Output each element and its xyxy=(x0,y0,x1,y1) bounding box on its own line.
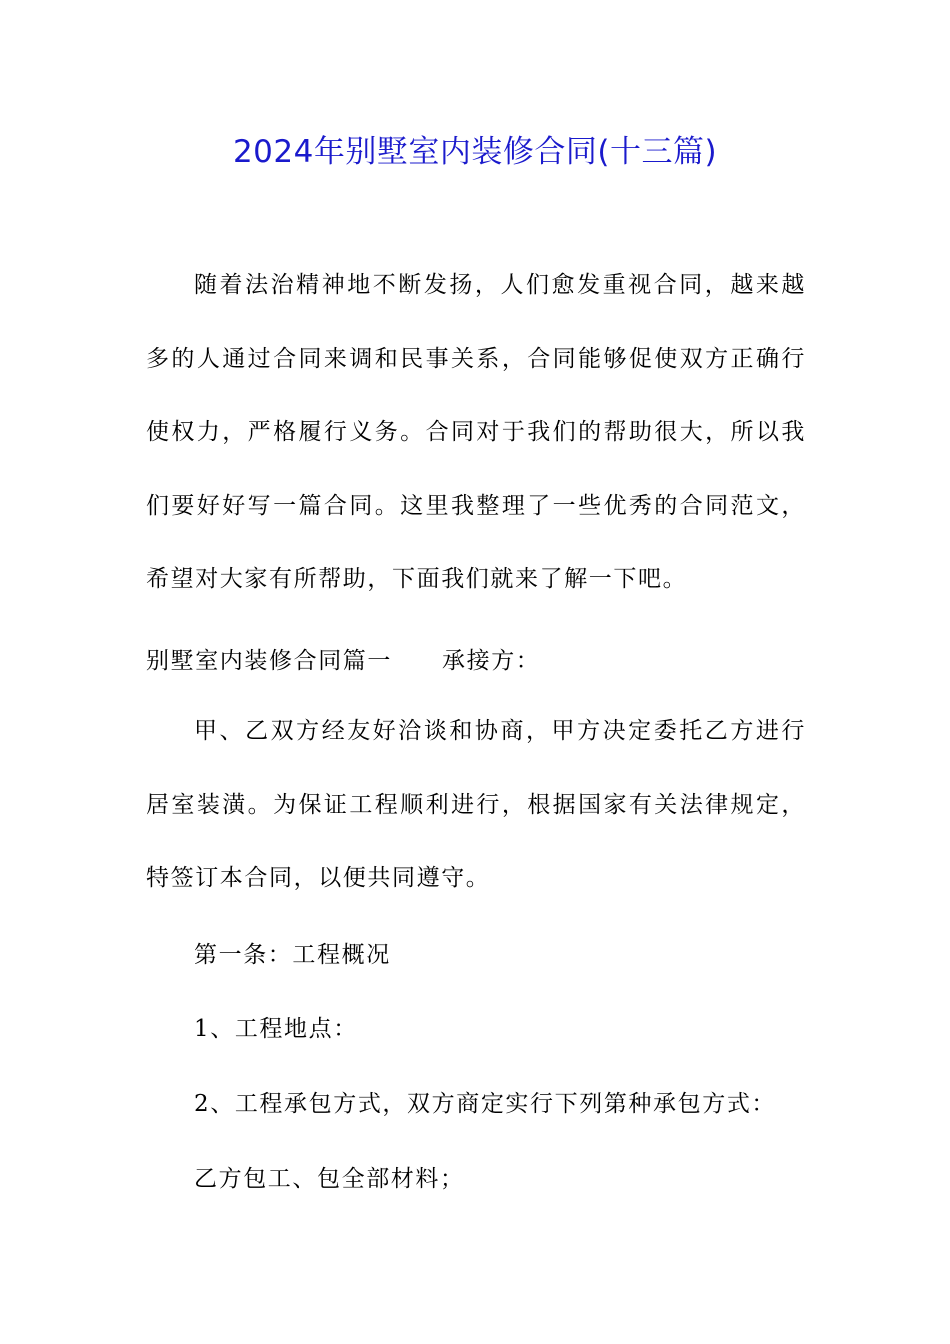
intro-block xyxy=(146,249,806,617)
section-heading-suffix: 承接方： xyxy=(442,648,541,674)
item-1: 1、工程地点： xyxy=(194,1016,358,1042)
contract-block xyxy=(146,695,806,916)
document-title: 2024年别墅室内装修合同(十三篇) xyxy=(232,134,718,170)
article-1-title: 第一条：工程概况 xyxy=(194,942,391,968)
section-heading-line xyxy=(146,643,540,679)
item-2: 2、工程承包方式，双方商定实行下列第种承包方式： xyxy=(194,1091,777,1117)
section-heading: 别墅室内装修合同篇一 xyxy=(146,648,392,674)
contract-paragraph: 甲、乙双方经友好洽谈和协商，甲方决定委托乙方进行居室装潢。为保证工程顺利进行，根据国家有关法律规定，特签订本合同，以便共同遵守。 xyxy=(146,718,806,891)
item-2-option: 乙方包工、包全部材料； xyxy=(194,1166,465,1192)
intro-paragraph: 随着法治精神地不断发扬，人们愈发重视合同，越来越多的人通过合同来调和民事关系，合同能够促使双方正确行使权力，严格履行义务。合同对于我们的帮助很大，所以我们要好好写一篇合同。这里我整理了一些优秀的合同范文，希望对大家有所帮助，下面我们就来了解一下吧。 xyxy=(146,272,806,592)
